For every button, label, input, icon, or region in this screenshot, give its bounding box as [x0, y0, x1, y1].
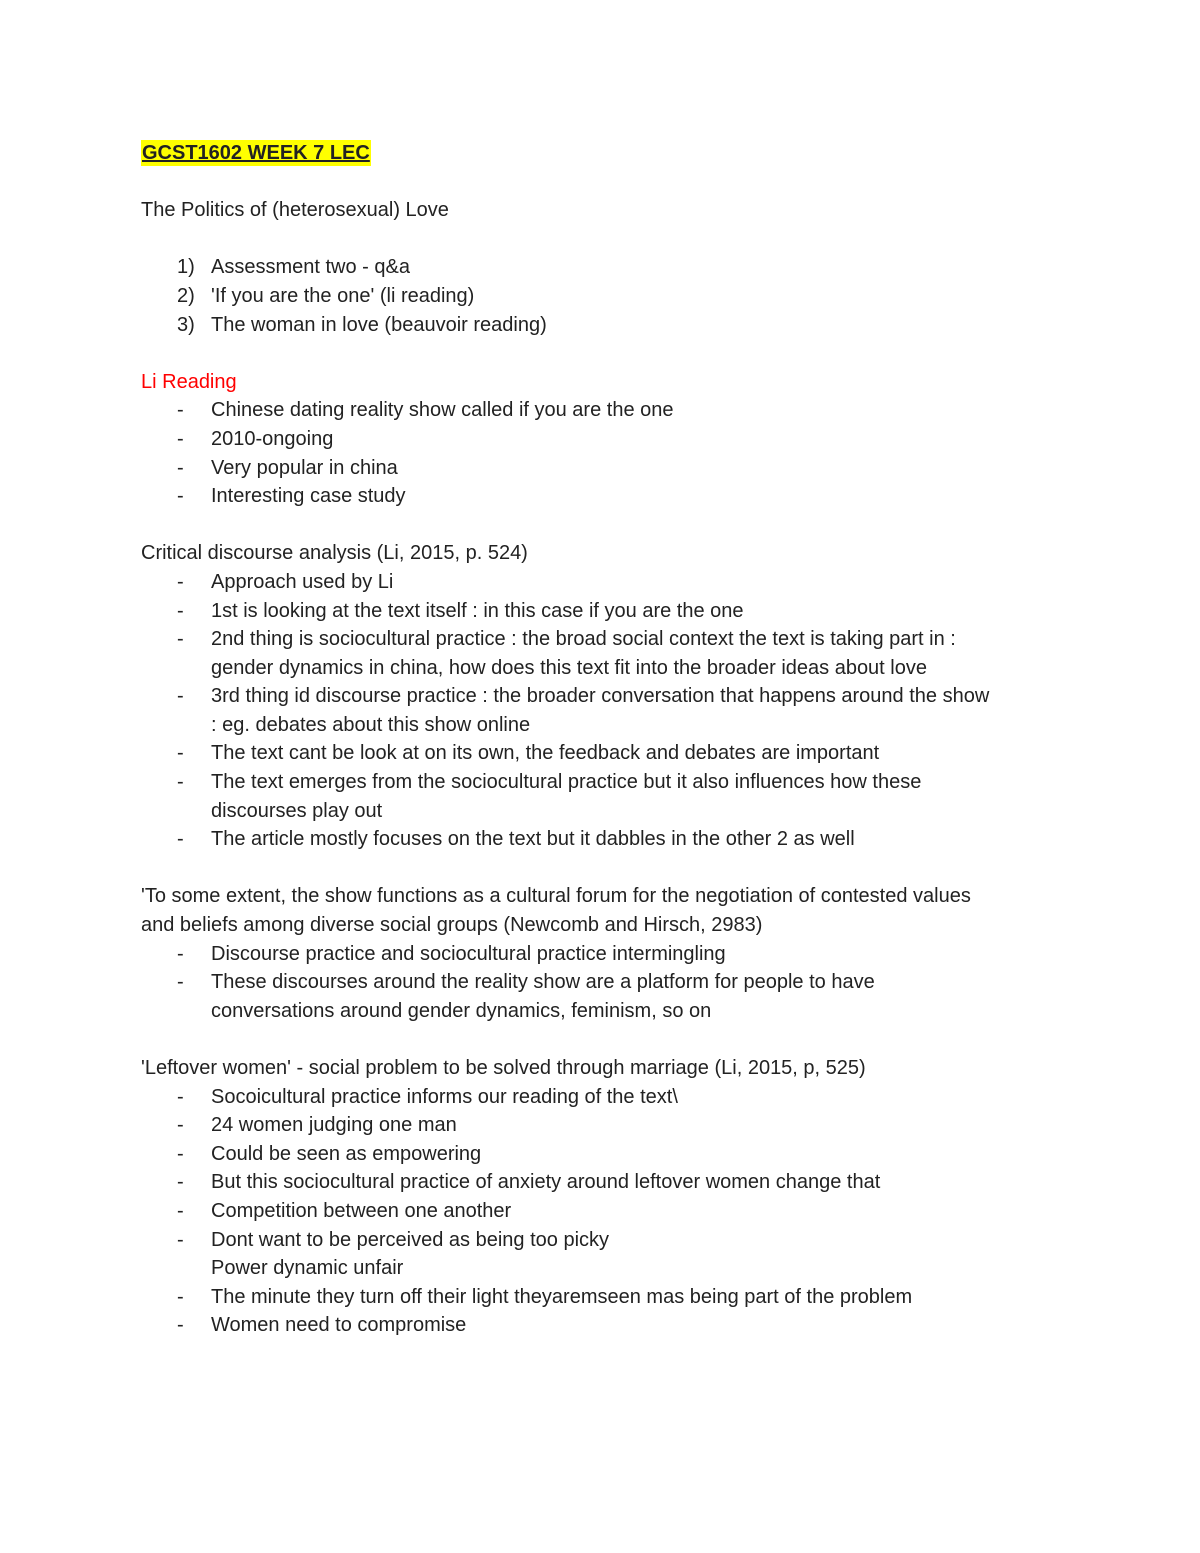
- bullet-text: Dont want to be perceived as being too picky: [211, 1228, 610, 1251]
- bullet-text: The text cant be look at on its own, the feedback and debates are important: [211, 742, 880, 765]
- agenda-number: 3): [177, 313, 195, 336]
- quote-list: [141, 940, 1061, 1026]
- bullet-text: The minute they turn off their light theyaremseen mas being part of the problem: [211, 1285, 913, 1308]
- bullet-text: Very popular in china: [211, 456, 398, 479]
- bullet-dash: -: [177, 742, 184, 765]
- agenda-text: The woman in love (beauvoir reading): [211, 313, 547, 336]
- bullet-dash: -: [177, 685, 184, 708]
- agenda-item: [141, 282, 1061, 311]
- bullet-item: [141, 625, 1061, 654]
- agenda-text: 'If you are the one' (li reading): [211, 284, 475, 307]
- bullet-item: [141, 968, 1061, 997]
- bullet-text: 2nd thing is sociocultural practice : the broad social context the text is taking part in :: [211, 628, 956, 651]
- bullet-text: Women need to compromise: [211, 1314, 467, 1337]
- bullet-item: [141, 396, 1061, 425]
- bullet-item: [141, 482, 1061, 511]
- bullet-text: Socoicultural practice informs our reading of the text\: [211, 1085, 678, 1108]
- bullet-dash: -: [177, 971, 184, 994]
- bullet-continuation: conversations around gender dynamics, feminism, so on: [211, 999, 712, 1022]
- bullet-dash: -: [177, 1314, 184, 1337]
- bullet-dash: -: [177, 1114, 184, 1137]
- subtitle: The Politics of (heterosexual) Love: [141, 199, 449, 222]
- bullet-text: Approach used by Li: [211, 570, 394, 593]
- agenda-number: 1): [177, 256, 195, 279]
- bullet-dash: -: [177, 599, 184, 622]
- bullet-item: [141, 1083, 1061, 1112]
- bullet-text: The article mostly focuses on the text but it dabbles in the other 2 as well: [211, 828, 855, 851]
- bullet-item: [141, 454, 1061, 483]
- agenda-number: 2): [177, 284, 195, 307]
- bullet-dash: -: [177, 1285, 184, 1308]
- bullet-item: [141, 1168, 1061, 1197]
- bullet-text: Could be seen as empowering: [211, 1142, 482, 1165]
- bullet-text: Interesting case study: [211, 485, 406, 508]
- agenda-item: [141, 311, 1061, 340]
- bullet-dash: -: [177, 485, 184, 508]
- agenda-text: Assessment two - q&a: [211, 256, 410, 279]
- bullet-dash: -: [177, 456, 184, 479]
- li-reading-list: [141, 396, 1061, 510]
- bullet-continuation: discourses play out: [211, 799, 383, 822]
- bullet-item: [141, 825, 1061, 854]
- bullet-item: [141, 1226, 1061, 1255]
- document-title: GCST1602 WEEK 7 LEC: [142, 142, 370, 164]
- bullet-dash: -: [177, 771, 184, 794]
- bullet-item: [141, 682, 1061, 711]
- bullet-continuation: : eg. debates about this show online: [211, 713, 531, 736]
- bullet-continuation: gender dynamics in china, how does this text fit into the broader ideas about love: [211, 656, 927, 679]
- bullet-item: [141, 1140, 1061, 1169]
- title-line: [141, 139, 1061, 168]
- document-page: [141, 139, 1061, 1340]
- bullet-item: [141, 940, 1061, 969]
- leftover-list: [141, 1083, 1061, 1340]
- bullet-dash: -: [177, 570, 184, 593]
- bullet-item: [141, 1283, 1061, 1312]
- bullet-text: The text emerges from the sociocultural practice but it also influences how these: [211, 771, 922, 794]
- bullet-item: [141, 1197, 1061, 1226]
- bullet-dash: -: [177, 942, 184, 965]
- bullet-text: But this sociocultural practice of anxiety around leftover women change that: [211, 1171, 881, 1194]
- quote-line: and beliefs among diverse social groups (Newcomb and Hirsch, 2983): [141, 914, 763, 937]
- bullet-item: [141, 1111, 1061, 1140]
- spacer: [141, 225, 1061, 254]
- spacer: [141, 511, 1061, 540]
- li-reading-heading: Li Reading: [141, 370, 237, 393]
- bullet-dash: -: [177, 828, 184, 851]
- bullet-item: [141, 1311, 1061, 1340]
- bullet-text: Discourse practice and sociocultural practice intermingling: [211, 942, 726, 965]
- bullet-dash: -: [177, 1199, 184, 1222]
- bullet-text: Chinese dating reality show called if you are the one: [211, 399, 674, 422]
- spacer: [141, 339, 1061, 368]
- bullet-dash: -: [177, 1142, 184, 1165]
- bullet-text: 3rd thing id discourse practice : the broader conversation that happens around the show: [211, 685, 990, 708]
- bullet-text: These discourses around the reality show are a platform for people to have: [211, 971, 875, 994]
- quote-line: 'To some extent, the show functions as a cultural forum for the negotiation of contested values: [141, 885, 971, 908]
- leftover-heading: 'Leftover women' - social problem to be solved through marriage (Li, 2015, p, 525): [141, 1057, 866, 1079]
- bullet-dash: -: [177, 1171, 184, 1194]
- bullet-item: [141, 768, 1061, 797]
- bullet-dash: -: [177, 399, 184, 422]
- bullet-item: [141, 568, 1061, 597]
- bullet-text: 24 women judging one man: [211, 1114, 457, 1137]
- bullet-text: Competition between one another: [211, 1199, 512, 1222]
- cda-list: [141, 568, 1061, 854]
- bullet-item: [141, 425, 1061, 454]
- bullet-item: [141, 597, 1061, 626]
- bullet-dash: -: [177, 1228, 184, 1251]
- bullet-continuation: Power dynamic unfair: [211, 1257, 404, 1280]
- bullet-dash: -: [177, 427, 184, 450]
- agenda-list: [141, 253, 1061, 339]
- spacer: [141, 854, 1061, 883]
- agenda-item: [141, 253, 1061, 282]
- bullet-item: [141, 739, 1061, 768]
- cda-heading: Critical discourse analysis (Li, 2015, p. 524): [141, 542, 528, 565]
- bullet-dash: -: [177, 1085, 184, 1108]
- spacer: [141, 168, 1061, 197]
- bullet-dash: -: [177, 628, 184, 651]
- bullet-text: 2010-ongoing: [211, 427, 334, 450]
- spacer: [141, 1025, 1061, 1054]
- bullet-text: 1st is looking at the text itself : in this case if you are the one: [211, 599, 744, 622]
